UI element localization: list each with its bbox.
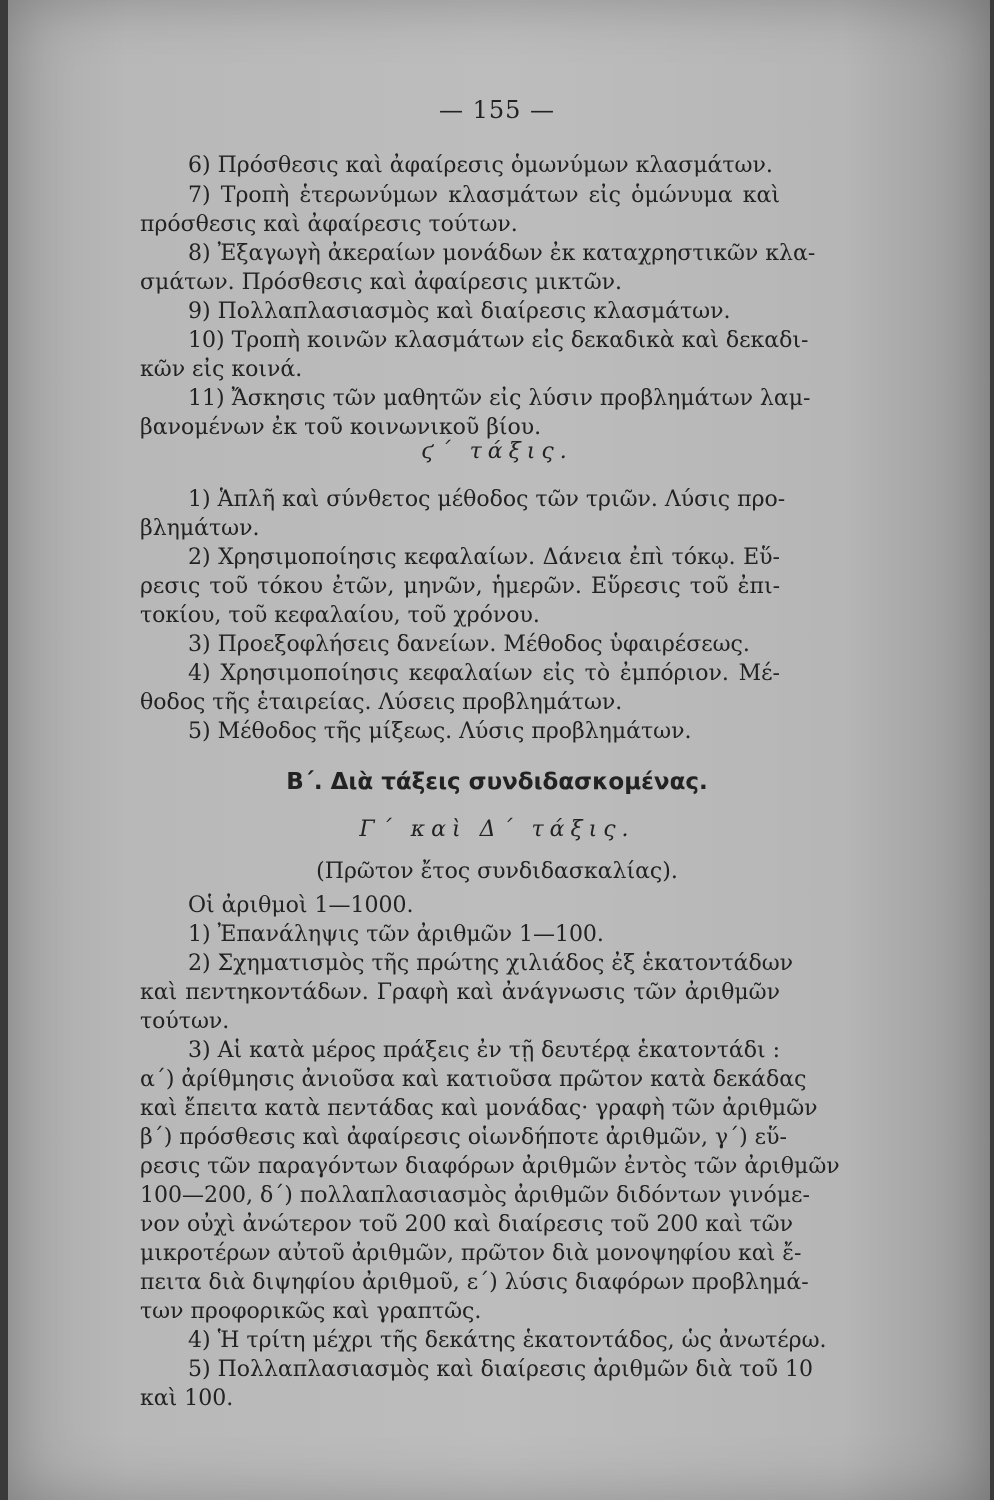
text-line: 1) Ἁπλῆ καὶ σύνθετος μέθοδος τῶν τριῶν. Λύσις προ- xyxy=(188,487,786,512)
text-line: 4) Ἡ τρίτη μέχρι τῆς δεκάτης ἑκατοντάδος, ὡς ἀνωτέρω. xyxy=(188,1328,827,1353)
text-line: 1) Ἐπανάληψις τῶν ἀριθμῶν 1—100. xyxy=(188,922,604,947)
text-line: 4) Χρησιμοποίησις κεφαλαίων εἰς τὸ ἐμπόριον. Μέ- xyxy=(188,661,780,686)
text-line: μικροτέρων αὐτοῦ ἀριθμῶν, πρῶτον διὰ μονοψηφίου καὶ ἔ- xyxy=(140,1241,802,1266)
text-line: καὶ ἔπειτα κατὰ πεντάδας καὶ μονάδας· γραφὴ τῶν ἀριθμῶν xyxy=(140,1096,818,1121)
text-line: κῶν εἰς κοινά. xyxy=(140,357,303,382)
text-line: Οἱ ἀριθμοὶ 1—1000. xyxy=(188,893,414,918)
text-line: 2) Χρησιμοποίησις κεφαλαίων. Δάνεια ἐπὶ τόκῳ. Εὕ- xyxy=(188,545,780,570)
text-line: τοκίου, τοῦ κεφαλαίου, τοῦ χρόνου. xyxy=(140,603,540,628)
text-line: 2) Σχηματισμὸς τῆς πρώτης χιλιάδος ἐξ ἑκατοντάδων xyxy=(188,951,794,976)
text-line: πρόσθεσις καὶ ἀφαίρεσις τούτων. xyxy=(140,212,518,237)
text-line: καὶ 100. xyxy=(140,1386,234,1411)
text-line: 3) Αἱ κατὰ μέρος πράξεις ἐν τῇ δευτέρᾳ ἑκατοντάδι : xyxy=(188,1038,780,1063)
page-number: — 155 — xyxy=(438,96,556,124)
text-line: β΄) πρόσθεσις καὶ ἀφαίρεσις οἱωνδήποτε ἀριθμῶν, γ΄) εὕ- xyxy=(140,1125,787,1150)
text-line: βανομένων ἐκ τοῦ κοινωνικοῦ βίου. xyxy=(140,415,542,440)
subsection-heading: Γ΄ καὶ Δ΄ τάξις. xyxy=(359,817,635,842)
text-line: 7) Τροπὴ ἑτερωνύμων κλασμάτων εἰς ὁμώνυμα καὶ xyxy=(188,183,780,208)
text-line: 9) Πολλαπλασιασμὸς καὶ διαίρεσις κλασμάτων. xyxy=(188,299,731,324)
text-line: καὶ πεντηκοντάδων. Γραφὴ καὶ ἀνάγνωσις τῶν ἀριθμῶν xyxy=(140,980,780,1005)
text-line: βλημάτων. xyxy=(140,516,260,541)
text-line: 10) Τροπὴ κοινῶν κλασμάτων εἰς δεκαδικὰ καὶ δεκαδι- xyxy=(188,328,809,353)
text-line: 3) Προεξοφλήσεις δανείων. Μέθοδος ὑφαιρέσεως. xyxy=(188,632,750,657)
text-line: 5) Μέθοδος τῆς μίξεως. Λύσις προβλημάτων. xyxy=(188,719,692,744)
text-line: 6) Πρόσθεσις καὶ ἀφαίρεσις ὁμωνύμων κλασμάτων. xyxy=(188,153,773,178)
text-line: ρεσις τῶν παραγόντων διαφόρων ἀριθμῶν ἐντὸς τῶν ἀριθμῶν xyxy=(140,1154,840,1179)
text-line: των προφορικῶς καὶ γραπτῶς. xyxy=(140,1299,482,1324)
text-line: πειτα διὰ διψηφίου ἀριθμοῦ, ε΄) λύσις διαφόρων προβλημά- xyxy=(140,1270,809,1295)
section-heading-class-6: ϛ΄ τάξις. xyxy=(421,439,573,464)
text-line: τούτων. xyxy=(140,1009,230,1034)
text-line: θοδος τῆς ἑταιρείας. Λύσεις προβλημάτων. xyxy=(140,690,623,715)
text-line: 100—200, δ΄) πολλαπλασιασμὸς ἀριθμῶν διδόντων γινόμε- xyxy=(140,1183,810,1208)
text-line: ρεσις τοῦ τόκου ἐτῶν, μηνῶν, ἡμερῶν. Εὕρεσις τοῦ ἐπι- xyxy=(140,574,780,599)
text-line: 5) Πολλαπλασιασμὸς καὶ διαίρεσις ἀριθμῶν διὰ τοῦ 10 xyxy=(188,1357,814,1382)
text-line: 11) Ἄσκησις τῶν μαθητῶν εἰς λύσιν προβλημάτων λαμ- xyxy=(188,386,811,411)
text-line: 8) Ἐξαγωγὴ ἀκεραίων μονάδων ἐκ καταχρηστικῶν κλα- xyxy=(188,241,816,266)
subsection-subtitle: (Πρῶτον ἔτος συνδιδασκαλίας). xyxy=(316,859,678,884)
text-line: α΄) ἀρίθμησις ἀνιοῦσα καὶ κατιοῦσα πρῶτον κατὰ δεκάδας xyxy=(140,1067,807,1092)
text-line: νον οὐχὶ ἀνώτερον τοῦ 200 καὶ διαίρεσις τοῦ 200 καὶ τῶν xyxy=(140,1212,793,1237)
text-line: σμάτων. Πρόσθεσις καὶ ἀφαίρεσις μικτῶν. xyxy=(140,270,623,295)
section-heading-combined-classes: Β΄. Διὰ τάξεις συνδιδασκομένας. xyxy=(286,769,708,795)
